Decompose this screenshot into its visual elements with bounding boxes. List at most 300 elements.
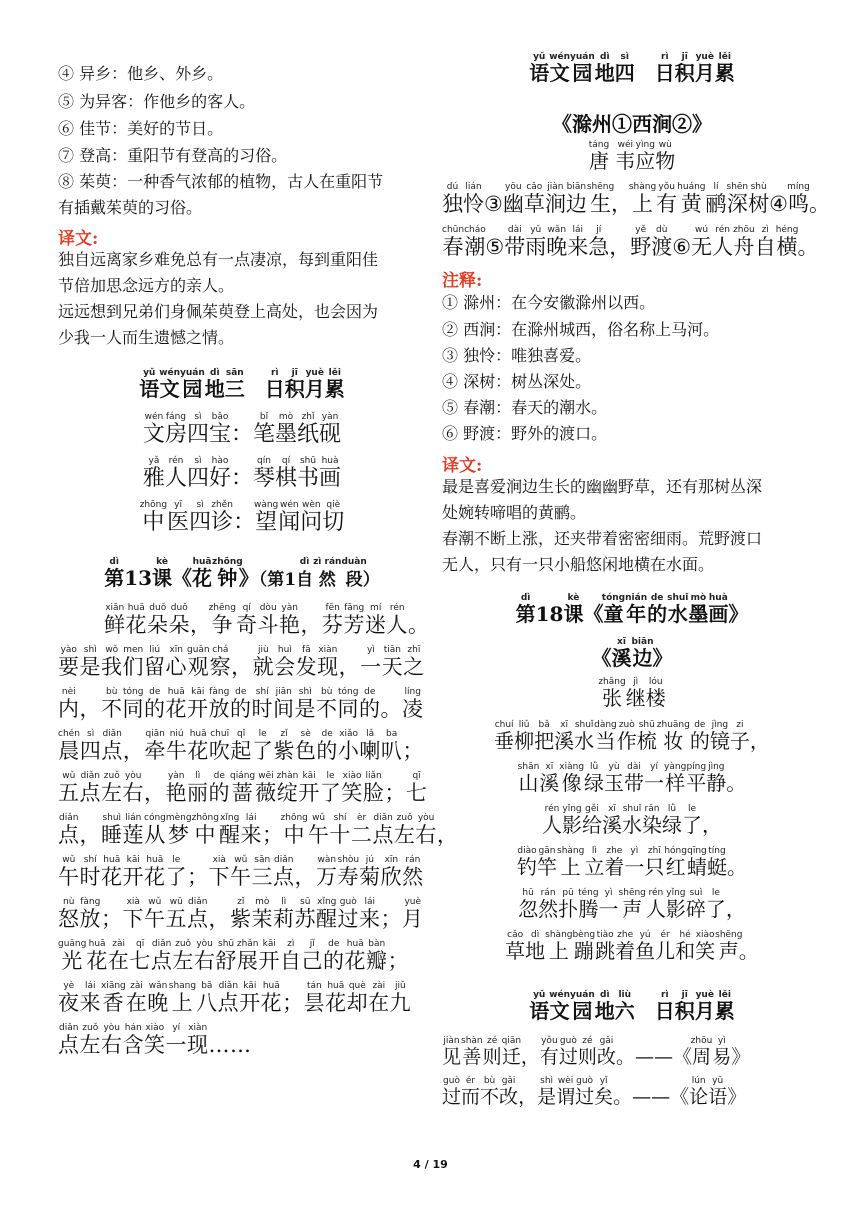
ruby-plain: 13 [124, 566, 153, 590]
ruby-char: 笑xiào [144, 1023, 166, 1057]
ruby-char: 午wǔ [230, 855, 252, 889]
ruby-char: 就jiù [252, 645, 275, 679]
ruby-char: 纸zhǐ [297, 412, 320, 447]
ruby-char: 凌líng [402, 687, 424, 721]
ruby-char: 横héng [775, 225, 799, 259]
ruby-char: 论lún [689, 1076, 709, 1108]
ruby-char: 四sì [186, 412, 209, 447]
ruby-char: 朵duǒ [147, 603, 169, 637]
ruby-plain: ； [387, 949, 409, 973]
ruby-char: 钓diào [517, 846, 538, 879]
lesson13-line [58, 855, 424, 891]
lesson13-line [58, 771, 427, 807]
ruby-char: 莲lián [122, 813, 144, 847]
ruby-char: 矣yǐ [594, 1076, 614, 1108]
ruby-char: 水shuǐ [574, 720, 595, 753]
ruby-char: 色sè [294, 729, 317, 763]
ruby-char: 潮cháo [464, 225, 486, 259]
ruby-char: 香xiāng [101, 981, 126, 1015]
ruby-char: 四sì [79, 729, 102, 763]
ruby-char: 韦wéi [615, 140, 636, 173]
ruby-plain: 第 [267, 570, 285, 590]
ruby-char: 来lái [79, 981, 101, 1015]
ruby-char: 花huā [187, 729, 209, 763]
ruby-char: 日rì [654, 990, 675, 1023]
ruby-char: 然zì rán [313, 557, 342, 590]
ruby-char: 我wǒ [101, 645, 123, 679]
ruby-char: 积jī [674, 52, 695, 85]
ruby-char: 上shang [168, 981, 197, 1015]
lesson13-line [58, 981, 411, 1017]
section3-line [58, 500, 426, 536]
ruby-char: 午wǔ [144, 897, 166, 931]
ruby-plain: ——《 [632, 1086, 690, 1108]
ruby-char: 声shēng [618, 888, 646, 921]
ruby-char: 继jì [625, 677, 646, 710]
poem1-author [442, 140, 822, 174]
ruby-char: 过guò [337, 897, 359, 931]
ruby-char: 自zì [280, 939, 302, 973]
ruby-char: 四sì [186, 456, 209, 491]
ruby-char: 作zuò [616, 720, 637, 753]
ruby-char: 了le [319, 771, 342, 805]
ruby-plain: 。 [738, 939, 759, 963]
note-8-cont: 有插戴茱萸的习俗。 [58, 198, 203, 217]
ruby-char: 草cǎo [523, 182, 545, 216]
lesson18-title [442, 593, 822, 627]
ruby-char: 柳liǔ [514, 720, 535, 753]
ruby-char: 放fàng [208, 687, 230, 721]
poem2-title [442, 637, 822, 671]
ruby-char: 妆zhuāng [656, 720, 690, 753]
ruby-char: 课kè [563, 593, 584, 626]
ruby-char: 年nián [625, 593, 648, 626]
ruby-plain: ⑤ [485, 235, 505, 259]
ruby-char: 右yòu [193, 939, 216, 973]
ruby-char: 会huì [274, 645, 296, 679]
ruby-char: 脸liǎn [362, 771, 385, 805]
ruby-char: 人rén [712, 225, 734, 259]
ruby-char: 笑xiào [341, 771, 363, 805]
ruby-plain: ； [384, 781, 406, 805]
ruby-char: 晚wǎn [147, 981, 169, 1015]
ruby-char: 一yí [165, 1023, 187, 1057]
ruby-char: 右yòu [101, 1023, 123, 1057]
ruby-char: 墨mò [275, 412, 298, 447]
ruby-char: 察chá [209, 645, 232, 679]
ruby-plain: 《 [591, 646, 612, 670]
ruby-char: 是shì [537, 1076, 557, 1108]
ruby-plain: ， [300, 613, 322, 637]
ruby-char: 点diǎn [273, 855, 295, 889]
ruby-char: 改gǎi [499, 1076, 519, 1108]
ruby-char: 日rì [264, 368, 285, 401]
note-4: ④ 深树：树丛深处。 [442, 372, 592, 391]
ruby-char: 中zhōng [280, 813, 308, 847]
ruby-char: 望wàng [253, 500, 279, 535]
ruby-char: 文wén [549, 52, 571, 85]
ruby-char: 溪xī [602, 804, 622, 837]
ruby-char: 绿lǜ [584, 762, 605, 795]
lesson13-line [104, 603, 429, 639]
ruby-char: 影yǐng [562, 804, 582, 837]
ruby-char: 芳fāng [343, 603, 365, 637]
ruby-plain: …… [208, 1033, 252, 1057]
ruby-plain: 《 [172, 566, 193, 590]
ruby-plain: 。 [726, 771, 747, 795]
ruby-char: 应yìng [635, 140, 656, 173]
ruby-char: 累lěi [324, 368, 345, 401]
ruby-char: 诊zhěn [211, 500, 234, 535]
ruby-char: 涧jiàn [544, 182, 566, 216]
ruby-char: 易yì [712, 1036, 732, 1068]
ruby-char: 像xiàng [559, 762, 585, 795]
ruby-char: 点diǎn [187, 897, 209, 931]
ruby-char: 一yì [598, 888, 619, 921]
ruby-char: 迷mí [364, 603, 387, 637]
ruby-char: 积jī [674, 990, 695, 1023]
ruby-char: 花huā [325, 981, 347, 1015]
ruby-char: 溪xī [539, 762, 560, 795]
ruby-plain: 。 [613, 1086, 633, 1108]
ruby-plain: ， [79, 823, 101, 847]
ruby-plain: 》 [731, 1046, 751, 1068]
translation-line: 最是喜爱涧边生长的幽幽野草，还有那树丛深 [442, 477, 763, 496]
ruby-plain: ， [190, 613, 212, 637]
poem2-line [442, 846, 822, 880]
ruby-char: 医yī [167, 500, 190, 535]
note-8: ⑧ 茱萸：一种香气浓郁的植物，古人在重阳节 [58, 172, 384, 191]
ruby-char: 然rán [538, 888, 559, 921]
ruby-char: 点diǎn [79, 771, 101, 805]
ruby-char: 薇wēi [255, 771, 277, 805]
ruby-char: 午wǔ [307, 813, 330, 847]
ruby-char: 鹂lí [705, 182, 727, 216]
ruby-char: 花huā [165, 687, 187, 721]
ruby-char: 自zì [754, 225, 776, 259]
page-number: 4 / 19 [413, 1158, 448, 1171]
ruby-char: 垂chuí [494, 720, 515, 753]
note-6: ⑥ 佳节：美好的节日。 [58, 119, 224, 138]
ruby-char: 日rì [654, 52, 675, 85]
ruby-char: 展zhǎn [236, 939, 259, 973]
ruby-char: 四sì [614, 52, 635, 85]
ruby-char: 书shū [297, 456, 320, 491]
ruby-char: 过guò [558, 1036, 578, 1068]
ruby-plain: ， [208, 907, 230, 931]
ruby-char: 文wén [142, 412, 165, 447]
lesson13-line [58, 939, 409, 975]
ruby-char: 画huà [708, 593, 729, 626]
ruby-char: 一yí [644, 762, 665, 795]
ruby-char: 了le [251, 729, 274, 763]
ruby-char: 溪xī [611, 637, 632, 670]
ruby-char: 小xiǎo [337, 729, 360, 763]
ruby-char: 牵qiān [144, 729, 166, 763]
note-4: ④ 异乡：他乡、外乡。 [58, 64, 224, 83]
ruby-char: 人rén [386, 603, 408, 637]
ruby-char: 的de [689, 720, 710, 753]
ruby-plain: ， [611, 192, 632, 216]
ruby-char: 鱼yú [635, 930, 656, 963]
ruby-char: 花huā [125, 603, 147, 637]
translation-line: 春潮不断上涨，还夹带着密密细雨。荒野渡口 [442, 529, 763, 548]
ruby-char: 花huā [344, 939, 366, 973]
ruby-plain: ③ [484, 192, 503, 216]
ruby-char: 要yào [58, 645, 80, 679]
ruby-char: 起qǐ [230, 729, 252, 763]
ruby-char: 现xiàn [317, 645, 339, 679]
ruby-char: 艳yàn [278, 603, 301, 637]
colon: ： [230, 466, 253, 491]
poem2-line [442, 720, 822, 754]
ruby-plain: ， [518, 1086, 538, 1108]
ruby-char: 不bù [101, 687, 123, 721]
ruby-char: 了le [682, 804, 702, 837]
notes-label: 注释: [442, 271, 483, 291]
ruby-char: 梳shū [636, 720, 657, 753]
ruby-char: 菊jú [359, 855, 381, 889]
ruby-char: 左zuǒ [393, 813, 416, 847]
ruby-char: 忽hū [518, 888, 539, 921]
ruby-char: 语yǔ [529, 990, 550, 1023]
ruby-char: 夜yè [58, 981, 80, 1015]
ruby-plain: ， [725, 897, 746, 921]
ruby-plain: 。 [380, 697, 402, 721]
ruby-char: 楼lóu [645, 677, 666, 710]
ruby-char: 七qī [129, 939, 151, 973]
ruby-char: 怜lián [463, 182, 484, 216]
ruby-plain: ， [520, 1046, 540, 1068]
ruby-char: 来lái [359, 897, 381, 931]
ruby-char: 睡shuì [101, 813, 123, 847]
section3-line [58, 456, 426, 492]
ruby-plain: ， [338, 655, 361, 679]
ruby-char: 下xià [208, 855, 230, 889]
ruby-char: 朵duǒ [168, 603, 190, 637]
ruby-char: 绿lǜ [662, 804, 682, 837]
ruby-char: 开kāi [187, 687, 209, 721]
ruby-char: 争zhēng [208, 603, 236, 637]
ruby-char: 苏sū [294, 897, 316, 931]
ruby-char: 而ér [461, 1076, 481, 1108]
ruby-char: 语yǔ [708, 1076, 728, 1108]
ruby-char: 碎suì [685, 888, 706, 921]
ruby-char: 好hào [208, 456, 231, 491]
ruby-char: 牛niú [165, 729, 188, 763]
ruby-char: 开kāi [298, 771, 320, 805]
ruby-char: 间jiān [273, 687, 295, 721]
ruby-char: 园yuán [570, 52, 595, 85]
ruby-plain: 》 [728, 602, 749, 626]
ruby-char: 天tiān [381, 645, 404, 679]
ruby-char: 唐táng [588, 140, 610, 173]
ruby-char: 雅yǎ [142, 456, 165, 491]
ruby-char: 上shàng [628, 182, 657, 216]
ruby-char: 给gěi [582, 804, 602, 837]
ruby-char: 野yě [630, 225, 652, 259]
ruby-plain: 》 [238, 566, 259, 590]
note-6: ⑥ 野渡：野外的渡口。 [442, 424, 608, 443]
ruby-char: 人rén [542, 804, 562, 837]
ruby-char: 迁qiān [501, 1036, 522, 1068]
ruby-char: 右yòu [415, 813, 437, 847]
ruby-char: 月yuè [694, 52, 715, 85]
poem2-line [442, 762, 822, 796]
ruby-char: 着zhe [615, 930, 636, 963]
note-1: ① 滁州：在今安徽滁州以西。 [442, 293, 656, 312]
ruby-char: 在zài [368, 981, 390, 1015]
quote-line [442, 1076, 746, 1109]
ruby-char: 跳tiào [595, 930, 616, 963]
ruby-char: 平píng [686, 762, 707, 795]
ruby-char: 段duàn [341, 557, 367, 590]
translation-line: 处婉转啼唱的黄鹂。 [442, 503, 587, 522]
ruby-char: 深shēn [726, 182, 749, 216]
ruby-char: 水shuǐ [667, 593, 689, 626]
ruby-char: 草cǎo [505, 930, 526, 963]
ruby-char: 周zhōu [690, 1036, 713, 1068]
ruby-char: 艳yàn [165, 771, 187, 805]
ruby-char: 镜jìng [709, 720, 730, 753]
poem1-line [442, 182, 830, 218]
lesson13-title [58, 557, 426, 591]
ruby-char: 墨mò [688, 593, 709, 626]
ruby-char: 闻wén [278, 500, 301, 535]
ruby-plain: 《 [583, 602, 604, 626]
ruby-plain: ； [402, 739, 424, 763]
translation-label: 译文: [58, 229, 99, 249]
ruby-plain: ； [261, 823, 284, 847]
section3-title [58, 368, 426, 402]
ruby-char: 蔷qiáng [230, 771, 256, 805]
ruby-char: 黄huáng [677, 182, 706, 216]
note-5: ⑤ 春潮：春天的潮水。 [442, 398, 608, 417]
ruby-char: 谓wèi [556, 1076, 576, 1108]
ruby-char: 五wǔ [165, 897, 187, 931]
poem2-line [442, 804, 822, 838]
ruby-char: 瓣bàn [366, 939, 388, 973]
ruby-char: 笔bǐ [253, 412, 276, 447]
ruby-char: 左zuǒ [79, 1023, 101, 1057]
ruby-char: 花huā [101, 855, 123, 889]
ruby-char: 渡dù [651, 225, 673, 259]
ruby-char: 来lái [567, 225, 589, 259]
ruby-char: 花huā [192, 557, 213, 590]
ruby-plain: ， [702, 813, 722, 837]
ruby-char: 无wú [691, 225, 713, 259]
note-2: ② 西涧：在滁州城西，俗名称上马河。 [442, 320, 720, 339]
ruby-char: 积jī [284, 368, 305, 401]
ruby-plain: 。 [407, 613, 430, 637]
ruby-char: 的de [647, 593, 668, 626]
ruby-char: 当dàng [594, 720, 617, 753]
ruby-char: 在zài [125, 981, 148, 1015]
ruby-char: 语yǔ [529, 52, 550, 85]
ruby-char: 吹chuī [208, 729, 231, 763]
poem1-title: 《滁州①西涧②》 [552, 112, 712, 136]
ruby-char: 绽zhàn [276, 771, 299, 805]
ruby-char: 声shēng [715, 930, 743, 963]
ruby-char: 砚yàn [319, 412, 342, 447]
ruby-char: 语yǔ [139, 368, 160, 401]
ruby-char: 八bā [196, 981, 218, 1015]
ruby-char: 宝bǎo [208, 412, 231, 447]
ruby-plain: 。 [797, 235, 819, 259]
ruby-char: 九jiǔ [389, 981, 412, 1015]
ruby-char: 紫zǐ [230, 897, 252, 931]
ruby-char: 叭ba [380, 729, 403, 763]
ruby-char: 树shù [748, 182, 770, 216]
colon: ： [230, 422, 253, 447]
ruby-char: 同tóng [122, 687, 144, 721]
ruby-char: 六liù [614, 990, 635, 1023]
ruby-plain: ， [144, 781, 166, 805]
ruby-char: 善shàn [461, 1036, 483, 1068]
poem1-line [442, 225, 819, 261]
ruby-char: 影yǐng [665, 888, 686, 921]
ruby-char: 丽lì [187, 771, 209, 805]
ruby-char: 现xiàn [187, 1023, 209, 1057]
ruby-char: 着zhe [604, 846, 625, 879]
ruby-char: 的de [144, 687, 166, 721]
ruby-plain: ； [187, 865, 209, 889]
ruby-plain: 。 [726, 855, 747, 879]
ruby-char: 二èr [350, 813, 373, 847]
ruby-char: 蜓tíng [706, 846, 727, 879]
ruby-char: 时shí [79, 855, 101, 889]
ruby-char: 内nèi [58, 687, 80, 721]
ruby-char: 急jí [588, 225, 610, 259]
ruby-char: 点diǎn [101, 729, 123, 763]
ruby-char: 第dì [104, 557, 125, 590]
ruby-char: 雨yǔ [525, 225, 547, 259]
ruby-char: 月yuè [304, 368, 325, 401]
ruby-char: 们men [122, 645, 144, 679]
ruby-char: 累lěi [714, 52, 735, 85]
ruby-plain: ； [101, 907, 123, 931]
ruby-char: 光guāng [58, 939, 87, 973]
lesson13-line [58, 645, 425, 681]
ruby-char: 左zuǒ [172, 939, 194, 973]
ruby-char: 点diǎn [372, 813, 394, 847]
ruby-plain: 。 [615, 1046, 635, 1068]
translation-line: 独自远离家乡难免总有一点凄凉，每到重阳佳 [58, 250, 379, 269]
ruby-char: 是shì [294, 687, 316, 721]
note-7: ⑦ 登高：重阳节有登高的习俗。 [58, 146, 288, 165]
ruby-char: 样yàng [664, 762, 687, 795]
ruby-char: 带dài [504, 225, 526, 259]
ruby-char: 从cóng [144, 813, 166, 847]
ruby-char: 竿gān [537, 846, 558, 879]
ruby-char: 舒shū [215, 939, 237, 973]
ruby-plain: ——《 [634, 1046, 692, 1068]
ruby-char: 钟zhōng [212, 557, 243, 590]
ruby-char: 中zhōng [139, 500, 168, 535]
ruby-plain: ， [79, 697, 101, 721]
note-5: ⑤ 为异客：作他乡的客人。 [58, 92, 256, 111]
ruby-char: 右yòu [122, 771, 144, 805]
ruby-char: 点diǎn [217, 981, 240, 1015]
ruby-char: 不bù [316, 687, 338, 721]
ruby-char: 点diǎn [58, 1023, 80, 1057]
ruby-char: 童tóng [601, 593, 626, 626]
ruby-char: 花huā [260, 981, 283, 1015]
ruby-char: 一yì [360, 645, 382, 679]
ruby-char: 点diǎn [58, 813, 80, 847]
ruby-char: 醒xǐng [316, 897, 338, 931]
poem2-line [442, 930, 822, 964]
